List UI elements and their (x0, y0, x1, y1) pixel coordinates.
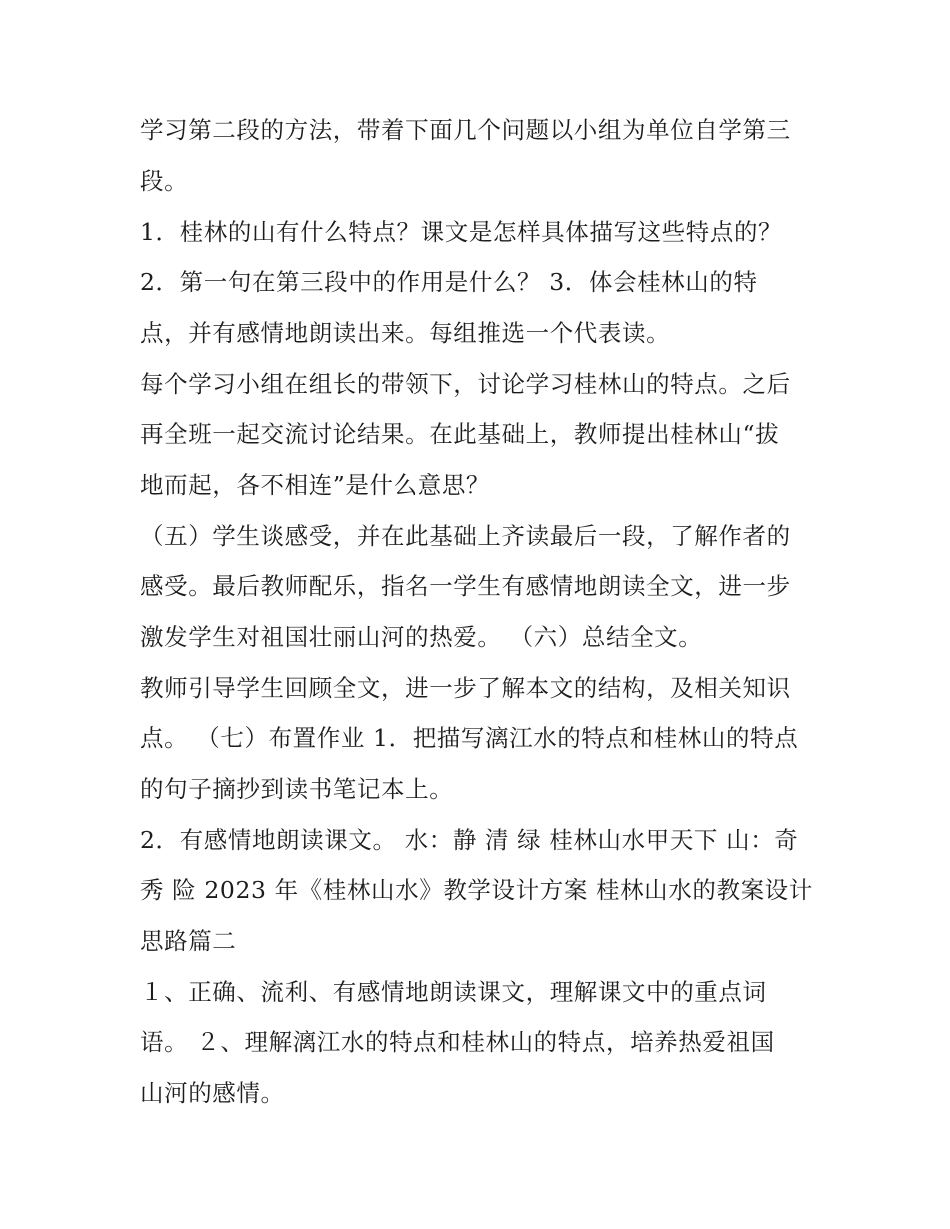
text-line: 思路篇二 (140, 927, 237, 955)
text-line: 山河的感情。 (140, 1079, 285, 1107)
text-line: 2．第一句在第三段中的作用是什么？ 3．体会桂林山的特 (140, 268, 758, 296)
text-line: 点，并有感情地朗读出来。每组推选一个代表读。 (140, 319, 671, 347)
text-line: （五）学生谈感受，并在此基础上齐读最后一段，了解作者的 (140, 522, 791, 550)
text-line: 段。 (140, 167, 189, 195)
text-line: 教师引导学生回顾全文，进一步了解本文的结构，及相关知识 (140, 674, 791, 702)
text-line: 秀 险 2023 年《桂林山水》教学设计方案 桂林山水的教案设计 (140, 876, 813, 904)
text-line: 每个学习小组在组长的带领下，讨论学习桂林山的特点。之后 (140, 370, 791, 398)
text-line: 语。 ２、理解漓江水的特点和桂林山的特点，培养热爱祖国 (140, 1028, 775, 1056)
text-line: １、正确、流利、有感情地朗读课文，理解课文中的重点词 (140, 978, 767, 1006)
text-line: 的句子摘抄到读书笔记本上。 (140, 775, 454, 803)
text-line: 再全班一起交流讨论结果。在此基础上，教师提出桂林山“拔 (140, 420, 780, 448)
text-line: 地而起，各不相连”是什么意思？ (140, 471, 491, 499)
text-line: 2．有感情地朗读课文。 水：静 清 绿 桂林山水甲天下 山：奇 (140, 826, 799, 854)
text-line: 激发学生对祖国壮丽山河的热爱。 （六）总结全文。 (140, 623, 703, 651)
text-line: 学习第二段的方法，带着下面几个问题以小组为单位自学第三 (140, 116, 791, 144)
text-line: 1．桂林的山有什么特点？课文是怎样具体描写这些特点的？ (140, 218, 783, 246)
text-line: 点。 （七）布置作业 1．把描写漓江水的特点和桂林山的特点 (140, 724, 799, 752)
text-line: 感受。最后教师配乐，指名一学生有感情地朗读全文，进一步 (140, 572, 791, 600)
